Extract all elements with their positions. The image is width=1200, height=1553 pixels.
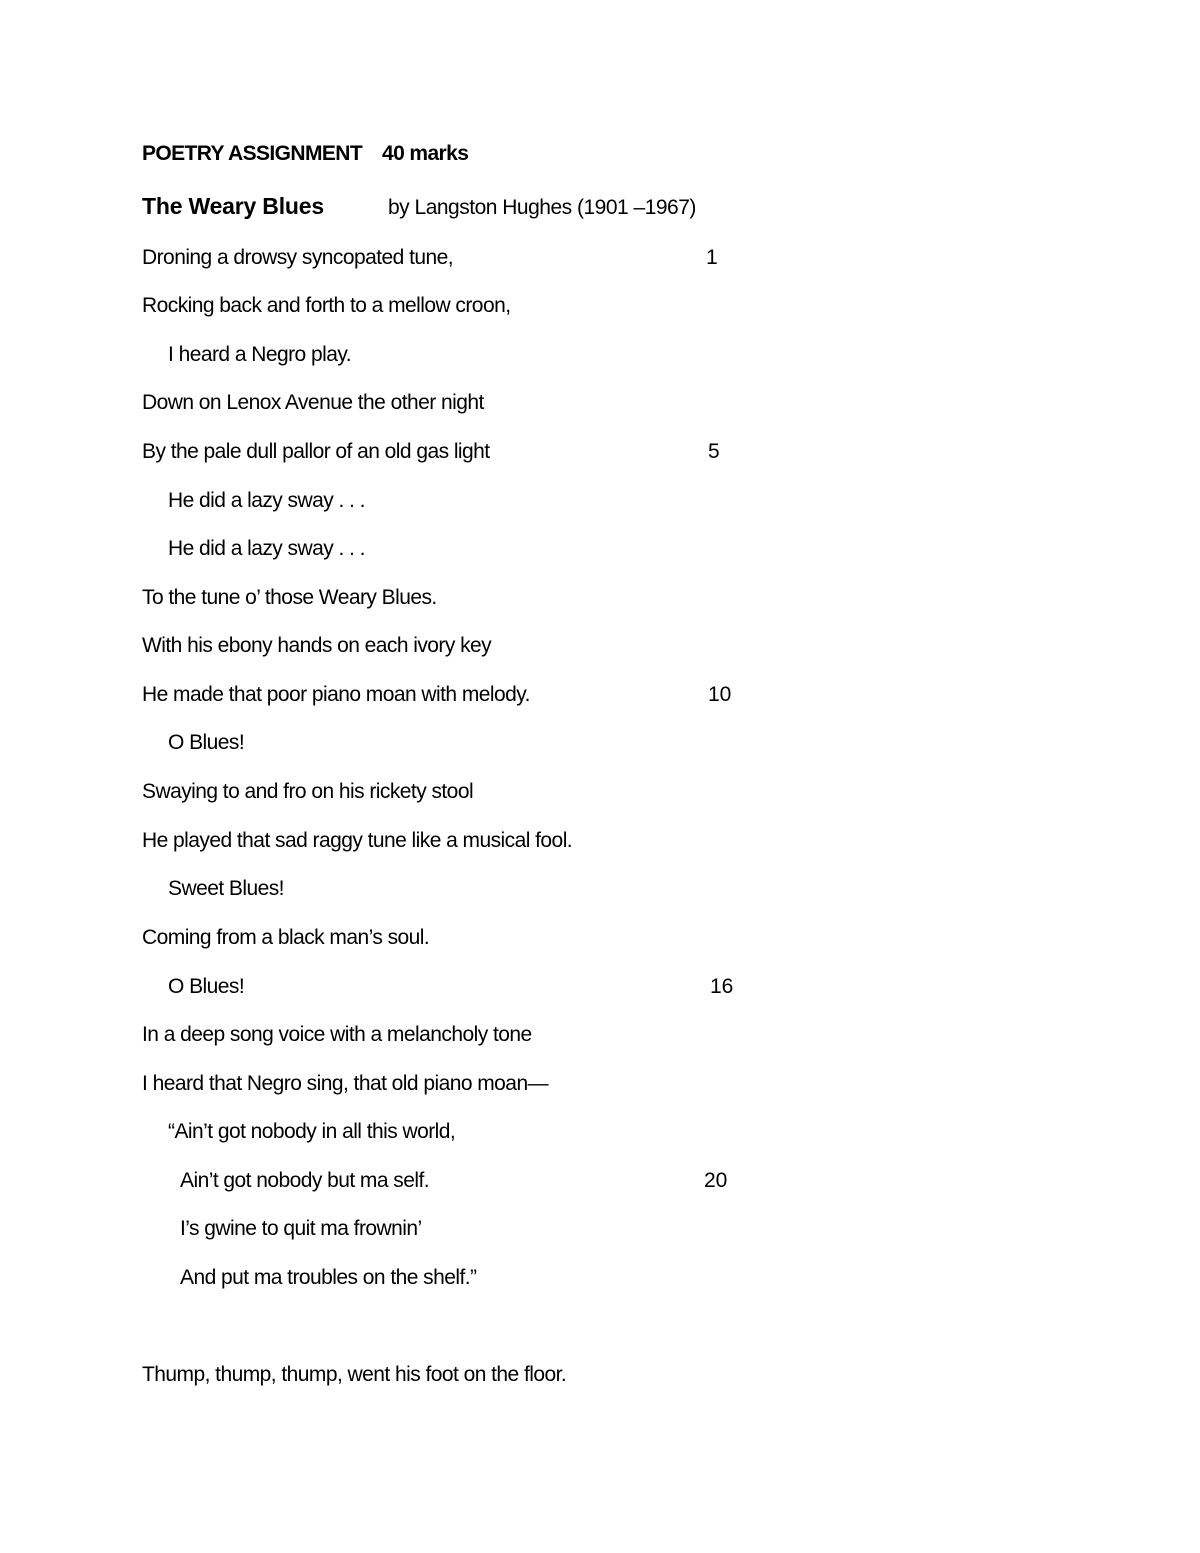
poem-line-8 xyxy=(142,586,437,614)
poem-line-13 xyxy=(142,829,572,857)
line-text: Coming from a black man’s soul. xyxy=(142,926,430,949)
line-text: Swaying to and fro on his rickety stool xyxy=(142,780,474,803)
line-text: I’s gwine to quit ma frownin’ xyxy=(180,1217,422,1240)
line-text: He did a lazy sway . . . xyxy=(168,489,365,512)
poem-line-15 xyxy=(142,926,429,954)
line-text: Thump, thump, thump, went his foot on the floor. xyxy=(142,1363,567,1386)
line-text: He played that sad raggy tune like a musical fool. xyxy=(142,829,573,852)
poem-line-1 xyxy=(142,246,718,274)
line-text: He made that poor piano moan with melody. xyxy=(142,683,530,706)
poem-line-20 xyxy=(180,1169,728,1197)
assignment-heading xyxy=(142,142,469,166)
line-text: I heard a Negro play. xyxy=(168,343,352,366)
poem-title: The Weary Blues xyxy=(142,193,324,219)
poem-line-22 xyxy=(180,1266,477,1294)
line-text: And put ma troubles on the shelf.” xyxy=(180,1266,477,1289)
line-text: Down on Lenox Avenue the other night xyxy=(142,391,484,414)
line-text: O Blues! xyxy=(168,731,245,754)
line-number: 16 xyxy=(710,975,734,998)
poem-line-7 xyxy=(168,537,365,565)
line-number: 5 xyxy=(708,440,720,463)
line-text: In a deep song voice with a melancholy tone xyxy=(142,1023,532,1046)
poem-line-6 xyxy=(168,489,365,517)
poem-line-4 xyxy=(142,391,484,419)
poem-line-17 xyxy=(142,1023,532,1051)
poem-line-14 xyxy=(168,877,284,905)
poem-title-row xyxy=(142,193,696,220)
line-number: 1 xyxy=(706,246,718,269)
poem-line-23 xyxy=(142,1363,566,1391)
line-number: 20 xyxy=(704,1169,728,1192)
poem-line-21 xyxy=(180,1217,422,1245)
line-text: To the tune o’ those Weary Blues. xyxy=(142,586,437,609)
poem-line-18 xyxy=(142,1072,548,1100)
line-text: Ain’t got nobody but ma self. xyxy=(180,1169,430,1192)
poem-line-19 xyxy=(168,1120,455,1148)
line-text: He did a lazy sway . . . xyxy=(168,537,365,560)
line-text: Droning a drowsy syncopated tune, xyxy=(142,246,454,269)
poem-line-5 xyxy=(142,440,720,468)
line-text: By the pale dull pallor of an old gas light xyxy=(142,440,490,463)
assignment-title: POETRY ASSIGNMENT xyxy=(142,142,363,165)
poem-line-11 xyxy=(168,731,244,759)
line-text: Rocking back and forth to a mellow croon, xyxy=(142,294,511,317)
line-text: “Ain’t got nobody in all this world, xyxy=(168,1120,456,1143)
poem-author: by Langston Hughes (1901 –1967) xyxy=(388,196,696,219)
line-text: I heard that Negro sing, that old piano moan— xyxy=(142,1072,549,1095)
line-text: O Blues! xyxy=(168,975,245,998)
line-text: Sweet Blues! xyxy=(168,877,284,900)
poem-line-12 xyxy=(142,780,473,808)
line-number: 10 xyxy=(708,683,732,706)
poem-line-10 xyxy=(142,683,732,711)
assignment-marks: 40 marks xyxy=(382,142,469,165)
poem-line-3 xyxy=(168,343,351,371)
poem-line-2 xyxy=(142,294,510,322)
poem-line-16 xyxy=(168,975,734,1003)
line-text: With his ebony hands on each ivory key xyxy=(142,634,492,657)
poem-line-9 xyxy=(142,634,491,662)
